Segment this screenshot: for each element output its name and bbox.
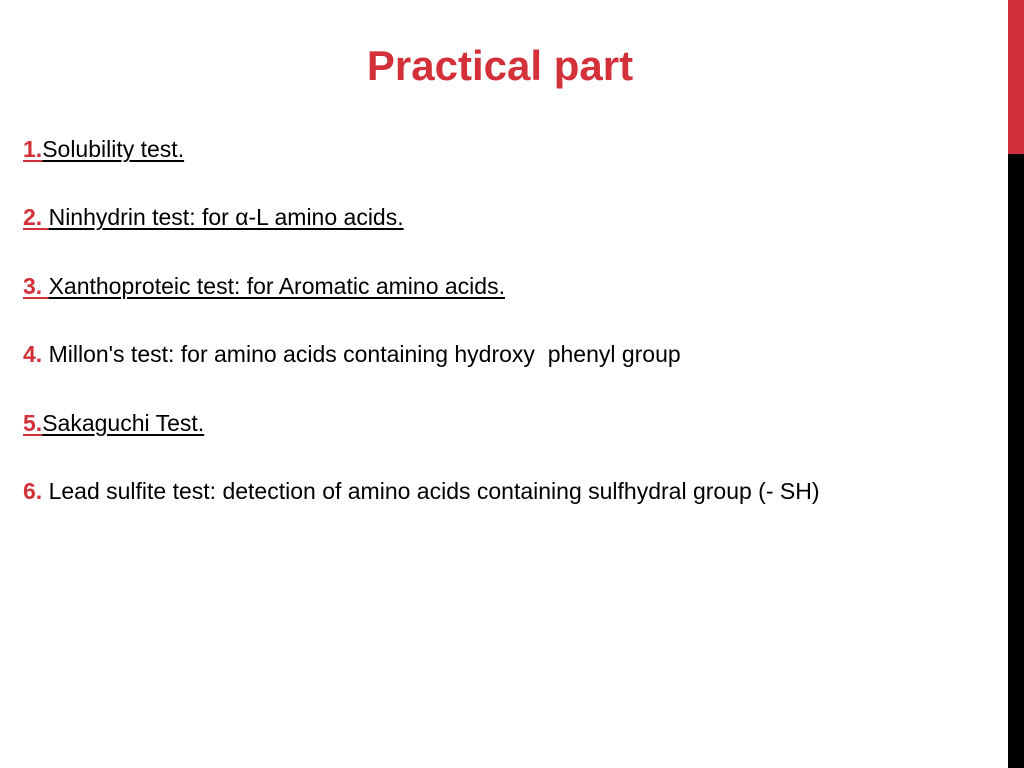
item-number: 4.: [23, 341, 49, 368]
item-text: Millon's test: for amino acids containing hydroxy phenyl group: [48, 341, 681, 368]
item-number: 1.: [23, 136, 43, 162]
test-list: [23, 134, 993, 544]
item-number: 3.: [23, 272, 49, 299]
list-item: [23, 339, 993, 407]
list-item: [23, 202, 993, 270]
list-item: [23, 476, 993, 544]
item-text: Lead sulfite test: detection of amino acids containing sulfhydral group (- SH): [48, 477, 820, 504]
slide-title: Practical part: [366, 42, 634, 89]
list-item: [23, 134, 993, 202]
item-text: Sakaguchi Test.: [42, 409, 205, 436]
side-accent-bar-black: [1008, 154, 1024, 768]
item-text: Ninhydrin test: for α-L amino acids.: [48, 204, 404, 231]
item-text: Solubility test.: [42, 136, 185, 162]
item-text: Xanthoproteic test: for Aromatic amino acids.: [48, 272, 505, 299]
side-accent-bar-red: [1008, 0, 1024, 154]
list-item: [23, 271, 993, 339]
item-number: 6.: [23, 477, 49, 504]
item-number: 5.: [23, 409, 43, 436]
list-item: [23, 408, 993, 476]
item-number: 2.: [23, 204, 49, 231]
